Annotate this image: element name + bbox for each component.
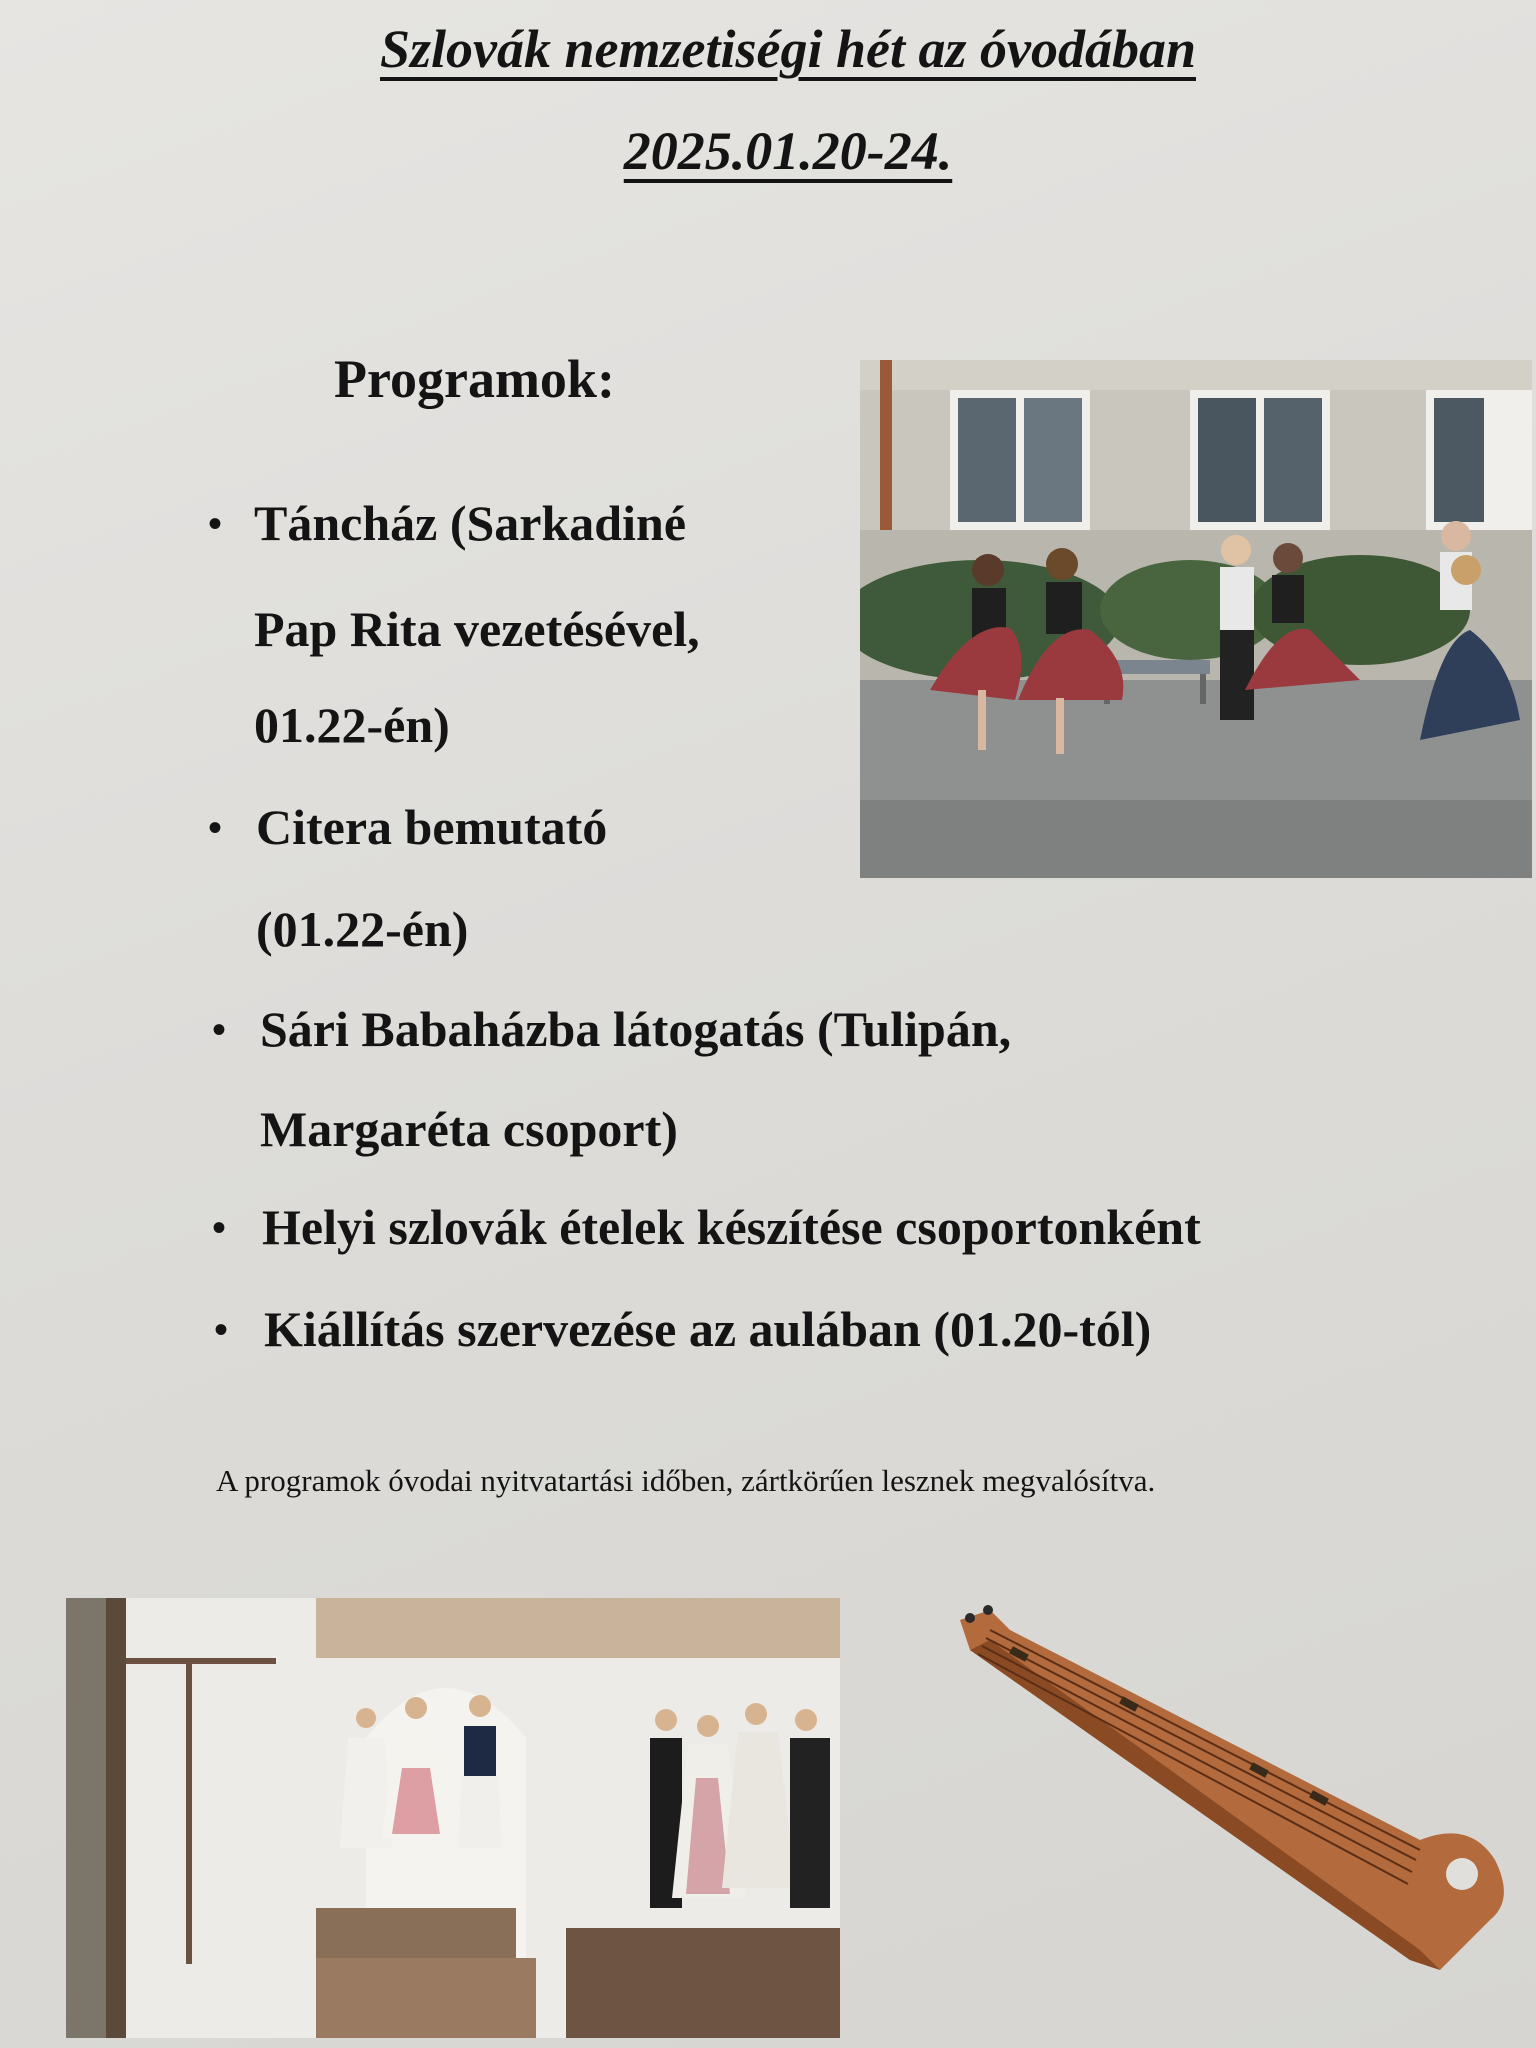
program-item-tanchaz-line1: Táncház (Sarkadiné [254, 495, 687, 551]
citera-zither-image [950, 1590, 1520, 1970]
folk-dance-photo [860, 360, 1532, 878]
bullet-icon: • [212, 1205, 227, 1250]
program-item-babahaz-line2: Margaréta csoport) [260, 1101, 678, 1157]
program-item-tanchaz-line3: 01.22-én) [254, 697, 450, 753]
program-item-babahaz-line1: Sári Babaházba látogatás (Tulipán, [260, 1001, 1012, 1057]
bullet-icon: • [208, 805, 223, 850]
bullet-icon: • [212, 1007, 227, 1052]
opening-hours-note: A programok óvodai nyitvatartási időben, zártkörűen lesznek megvalósítva. [216, 1463, 1156, 1498]
bullet-icon: • [208, 501, 223, 546]
program-item-citera-line2: (01.22-én) [256, 901, 469, 957]
program-item-etelek: Helyi szlovák ételek készítése csoportonként [262, 1199, 1201, 1255]
program-item-kiallitas: Kiállítás szervezése az aulában (01.20-tól) [264, 1301, 1152, 1357]
program-item-tanchaz-line2: Pap Rita vezetésével, [254, 601, 700, 657]
programs-heading: Programok: [334, 349, 615, 409]
poster-title: Szlovák nemzetiségi hét az óvodában [379, 19, 1196, 79]
program-item-citera-line1: Citera bemutató [256, 799, 608, 855]
folk-costume-exhibition-photo [66, 1598, 840, 2038]
poster-date: 2025.01.20-24. [623, 121, 953, 181]
bullet-icon: • [214, 1307, 229, 1352]
